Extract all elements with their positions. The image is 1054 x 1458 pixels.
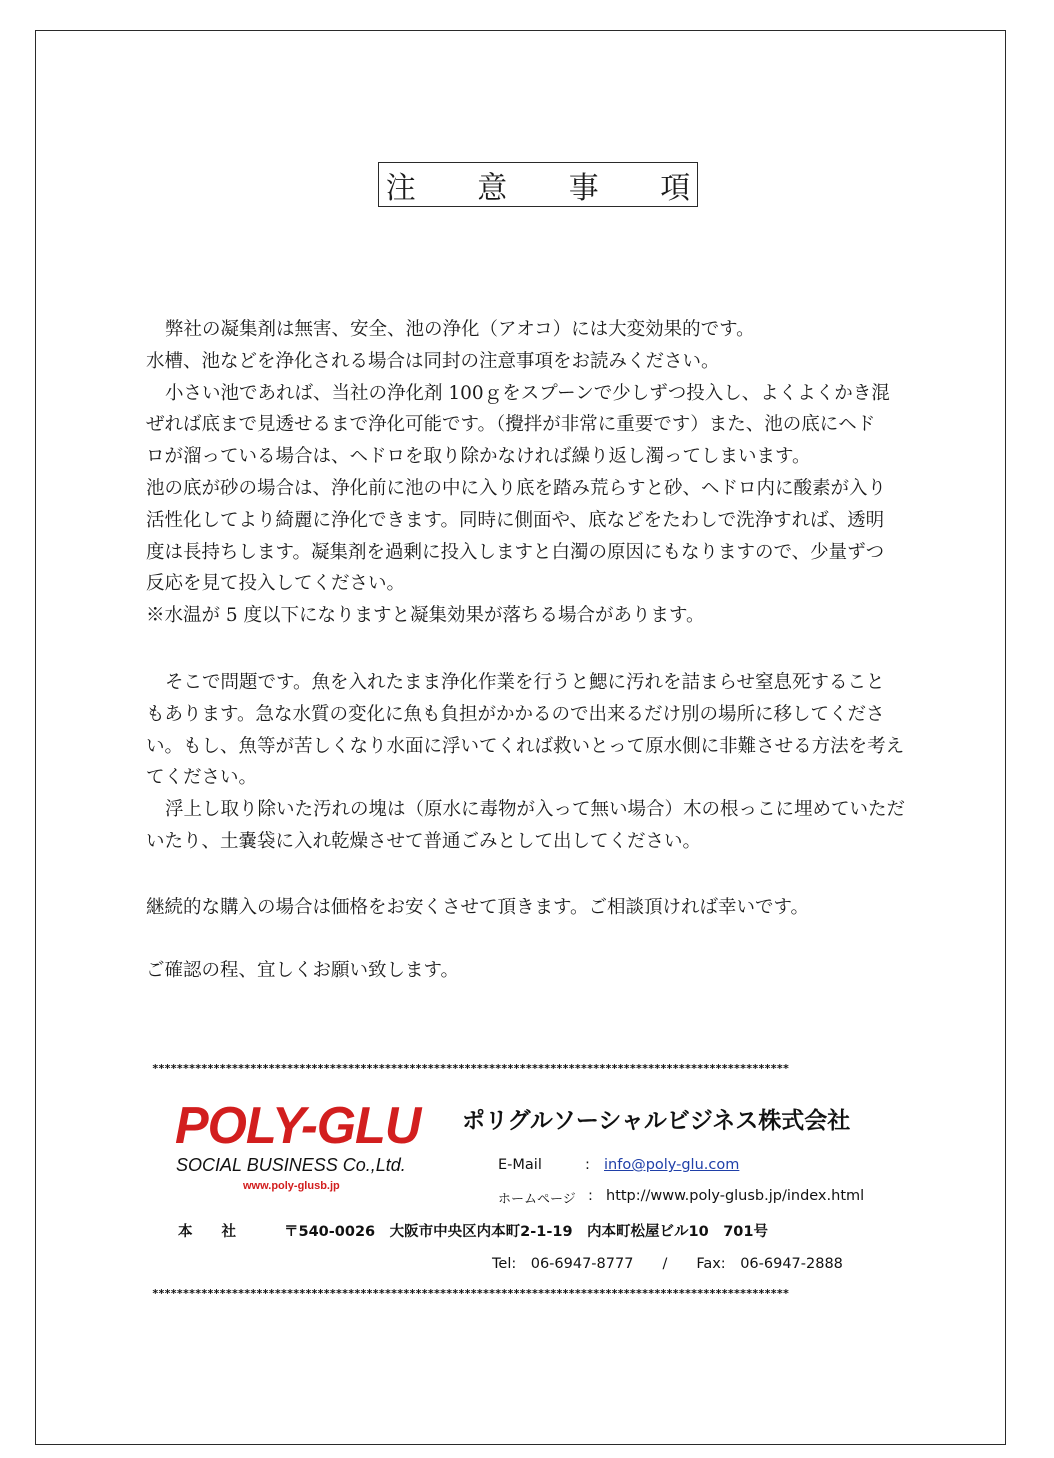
- page-title: 注 意 事 項: [385, 170, 717, 206]
- paragraph-intro: 弊社の凝集剤は無害、安全、池の浄化（アオコ）には大変効果的です。: [165, 319, 755, 340]
- paragraph-disposal-2: いたり、土嚢袋に入れ乾燥させて普通ごみとして出してください。: [146, 830, 702, 852]
- paragraph-fish-3: い。もし、魚等が苦しくなり水面に浮いてくれば救いとって原水側に非難させる方法を考え: [146, 735, 905, 757]
- paragraph-temperature-note: ※水温が 5 度以下になりますと凝集効果が落ちる場合があります。: [146, 605, 705, 627]
- divider-top: ********************************************************************************************************: [152, 1062, 789, 1075]
- paragraph-fish-1: そこで問題です。魚を入れたまま浄化作業を行うと鰓に汚れを詰まらせ窒息死すること: [165, 672, 885, 693]
- head-office-address: 〒540-0026 大阪市中央区内本町2-1-19 内本町松屋ビル10 701号: [284, 1224, 768, 1240]
- divider-bottom: ********************************************************************************************************: [152, 1287, 789, 1300]
- paragraph-sand-4: 反応を見て投入してください。: [146, 573, 406, 595]
- paragraph-sand-1: 池の底が砂の場合は、浄化前に池の中に入り底を踏み荒らすと砂、ヘドロ内に酸素が入り: [146, 477, 887, 499]
- company-name: ポリグルソーシャルビジネス株式会社: [462, 1108, 851, 1134]
- paragraph-fish-4: てください。: [146, 767, 258, 789]
- homepage-link[interactable]: http://www.poly-glusb.jp/index.html: [606, 1188, 865, 1204]
- fish-section: [146, 667, 906, 858]
- paragraph-closing: ご確認の程、宜しくお願い致します。: [146, 960, 460, 981]
- paragraph-disposal-1: 浮上し取り除いた汚れの塊は（原水に毒物が入って無い場合）木の根っこに埋めていただ: [165, 799, 906, 821]
- email-separator: :: [585, 1157, 590, 1173]
- paragraph-small-pond-3: ロが溜っている場合は、ヘドロを取り除かなければ繰り返し濁ってしまいます。: [146, 446, 811, 468]
- company-logo-subtitle: SOCIAL BUSINESS Co.,Ltd.: [176, 1155, 406, 1175]
- intro-section: [146, 314, 906, 632]
- homepage-separator: :: [588, 1188, 593, 1204]
- paragraph-fish-2: もあります。急な水質の変化に魚も負担がかかるので出来るだけ別の場所に移してくださ: [146, 703, 885, 725]
- paragraph-sand-3: 度は長持ちします。凝集剤を過剰に投入しますと白濁の原因にもなりますので、少量ずつ: [146, 541, 885, 563]
- title-box: [378, 162, 717, 207]
- company-logo: POLY-GLU: [175, 1097, 421, 1155]
- head-office-label: 本 社: [178, 1224, 236, 1240]
- paragraph-small-pond-2: ぜれば底まで見透せるまで浄化可能です。（攪拌が非常に重要です）また、池の底にヘド: [146, 414, 876, 436]
- company-logo-url: www.poly-glusb.jp: [243, 1180, 340, 1192]
- paragraph-instructions: 水槽、池などを浄化される場合は同封の注意事項をお読みください。: [146, 350, 720, 372]
- paragraph-purchase: 継続的な購入の場合は価格をお安くさせて頂きます。ご相談頂ければ幸いです。: [146, 897, 810, 918]
- email-label: E-Mail: [498, 1157, 542, 1173]
- email-link[interactable]: info@poly-glu.com: [604, 1157, 740, 1173]
- homepage-label: ホームページ: [498, 1192, 576, 1207]
- paragraph-sand-2: 活性化してより綺麗に浄化できます。同時に側面や、底などをたわしで洗浄すれば、透明: [146, 509, 885, 531]
- paragraph-small-pond-1: 小さい池であれば、当社の浄化剤 100ｇをスプーンで少しずつ投入し、よくよくかき混: [165, 382, 890, 404]
- phone-fax: Tel: 06-6947-8777 / Fax: 06-6947-2888: [492, 1256, 843, 1272]
